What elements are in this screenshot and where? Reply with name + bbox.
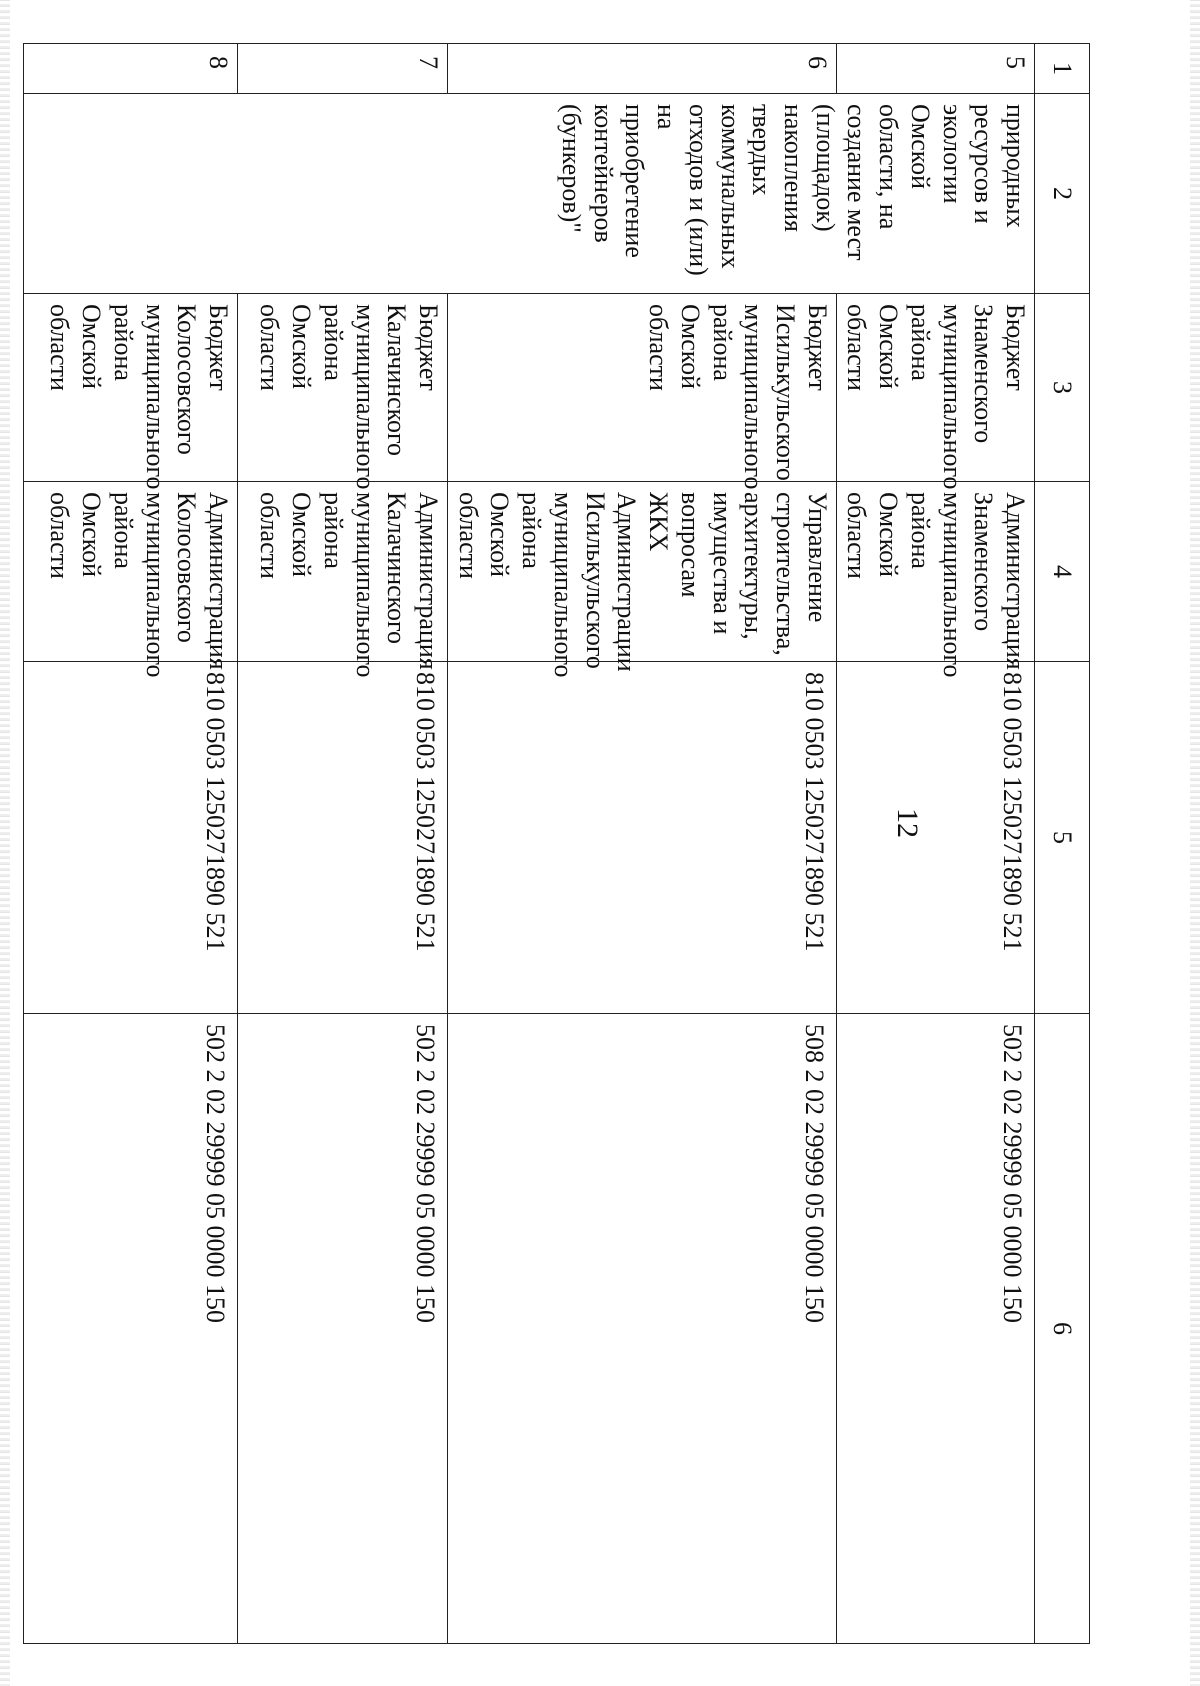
- income-code: 508 2 02 29999 05 0000 150: [448, 1014, 837, 1644]
- header-col-6: 6: [1035, 1014, 1090, 1644]
- administrator-name: Администрация Калачинского муниципального района Омской области: [238, 482, 448, 662]
- header-row: [1035, 44, 1090, 1644]
- budget-name: Бюджет Калачинского муниципального района Омской области: [238, 294, 448, 482]
- scan-edge-left: [0, 0, 10, 1686]
- header-col-2: 2: [1035, 94, 1090, 294]
- header-col-1: 1: [1035, 44, 1090, 94]
- expense-code: 810 0503 1250271890 521: [448, 662, 837, 1014]
- row-number: 6: [448, 44, 837, 94]
- income-code: 502 2 02 29999 05 0000 150: [238, 1014, 448, 1644]
- row-number: 7: [238, 44, 448, 94]
- header-col-4: 4: [1035, 482, 1090, 662]
- table-row: [836, 44, 1034, 1644]
- page-number: 12: [891, 808, 924, 838]
- administrator-name: Администрация Знаменского муниципального района Омской области: [836, 482, 1034, 662]
- expense-code: 810 0503 1250271890 521: [238, 662, 448, 1014]
- income-code: 502 2 02 29999 05 0000 150: [836, 1014, 1034, 1644]
- rotated-table-container: [45, 43, 1090, 1643]
- row-number: 5: [836, 44, 1034, 94]
- program-description: природных ресурсов и экологии Омской области, на создание мест (площадок) накопления твердых коммунальных отходов и (или) на приобретение контейнеров (бункеров)": [24, 94, 1035, 294]
- income-code: 502 2 02 29999 05 0000 150: [24, 1014, 238, 1644]
- expense-code: 810 0503 1250271890 521: [24, 662, 238, 1014]
- expense-code: 810 0503 1250271890 521: [836, 662, 1034, 1014]
- header-col-5: 5: [1035, 662, 1090, 1014]
- administrator-name: Управление строительства, архитектуры, имущества и вопросам ЖКХ Администрации Исилькульского муниципального района Омской области: [448, 482, 837, 662]
- budget-name: Бюджет Колосовского муниципального района Омской области: [24, 294, 238, 482]
- allocation-table: [23, 43, 1090, 1644]
- header-col-3: 3: [1035, 294, 1090, 482]
- row-number: 8: [24, 44, 238, 94]
- administrator-name: Администрация Колосовского муниципального района Омской области: [24, 482, 238, 662]
- budget-name: Бюджет Знаменского муниципального района Омской области: [836, 294, 1034, 482]
- scan-edge-right: [1190, 0, 1200, 1686]
- budget-name: Бюджет Исилькульского муниципального района Омской области: [448, 294, 837, 482]
